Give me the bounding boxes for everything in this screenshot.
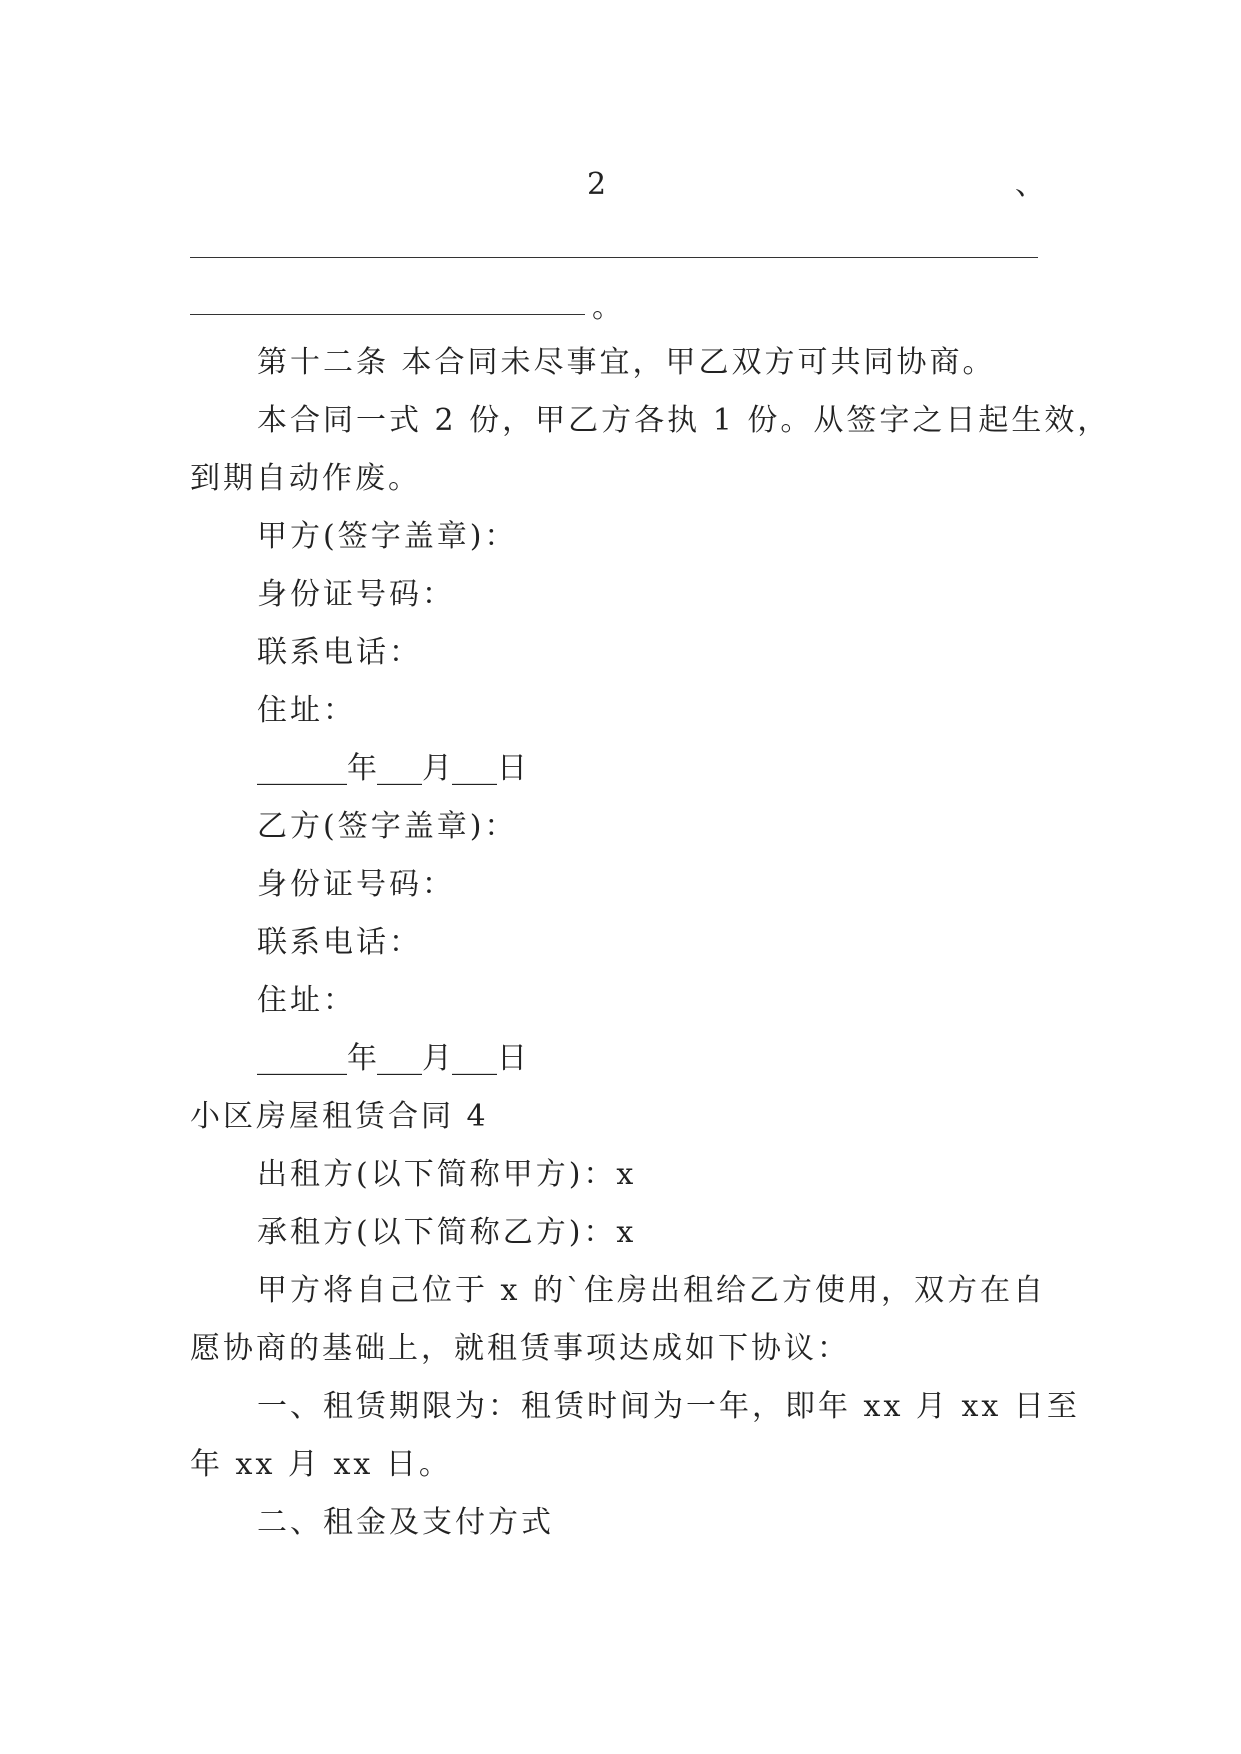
item-comma: 、 bbox=[1015, 167, 1045, 202]
contract-4-title: 小区房屋租赁合同 4 bbox=[190, 1099, 489, 1134]
party-b-id-label: 身份证号码： bbox=[257, 867, 455, 902]
party-a-phone-label: 联系电话： bbox=[257, 635, 422, 670]
item-number: 2 bbox=[587, 167, 607, 202]
party-b-phone-label: 联系电话： bbox=[257, 925, 422, 960]
party-a-date-line: ______年___月___日 bbox=[257, 751, 527, 786]
fill-period: 。 bbox=[592, 290, 622, 325]
party-a-id-label: 身份证号码： bbox=[257, 577, 455, 612]
fill-in-blank-line-2 bbox=[190, 314, 585, 315]
fill-in-blank-line-1 bbox=[190, 257, 1038, 258]
party-b-date-line: ______年___月___日 bbox=[257, 1041, 527, 1076]
copies-clause-line-1: 本合同一式 2 份，甲乙方各执 1 份。从签字之日起生效， bbox=[257, 403, 1111, 438]
article-12: 第十二条 本合同未尽事宜，甲乙双方可共同协商。 bbox=[257, 345, 996, 380]
lessee-line: 承租方(以下简称乙方)：x bbox=[257, 1215, 637, 1250]
intro-line-1: 甲方将自己位于 x 的`住房出租给乙方使用，双方在自 bbox=[257, 1273, 1046, 1308]
party-a-address-label: 住址： bbox=[257, 693, 356, 728]
rent-payment-heading: 二、租金及支付方式 bbox=[257, 1505, 554, 1540]
copies-clause-line-2: 到期自动作废。 bbox=[190, 461, 421, 496]
lease-term-line-2: 年 xx 月 xx 日。 bbox=[190, 1447, 452, 1482]
intro-line-2: 愿协商的基础上，就租赁事项达成如下协议： bbox=[190, 1331, 850, 1366]
party-b-address-label: 住址： bbox=[257, 983, 356, 1018]
party-b-signature-label: 乙方(签字盖章)： bbox=[257, 809, 518, 844]
party-a-signature-label: 甲方(签字盖章)： bbox=[257, 519, 518, 554]
lessor-line: 出租方(以下简称甲方)：x bbox=[257, 1157, 637, 1192]
lease-term-line-1: 一、租赁期限为：租赁时间为一年，即年 xx 月 xx 日至 bbox=[257, 1389, 1080, 1424]
